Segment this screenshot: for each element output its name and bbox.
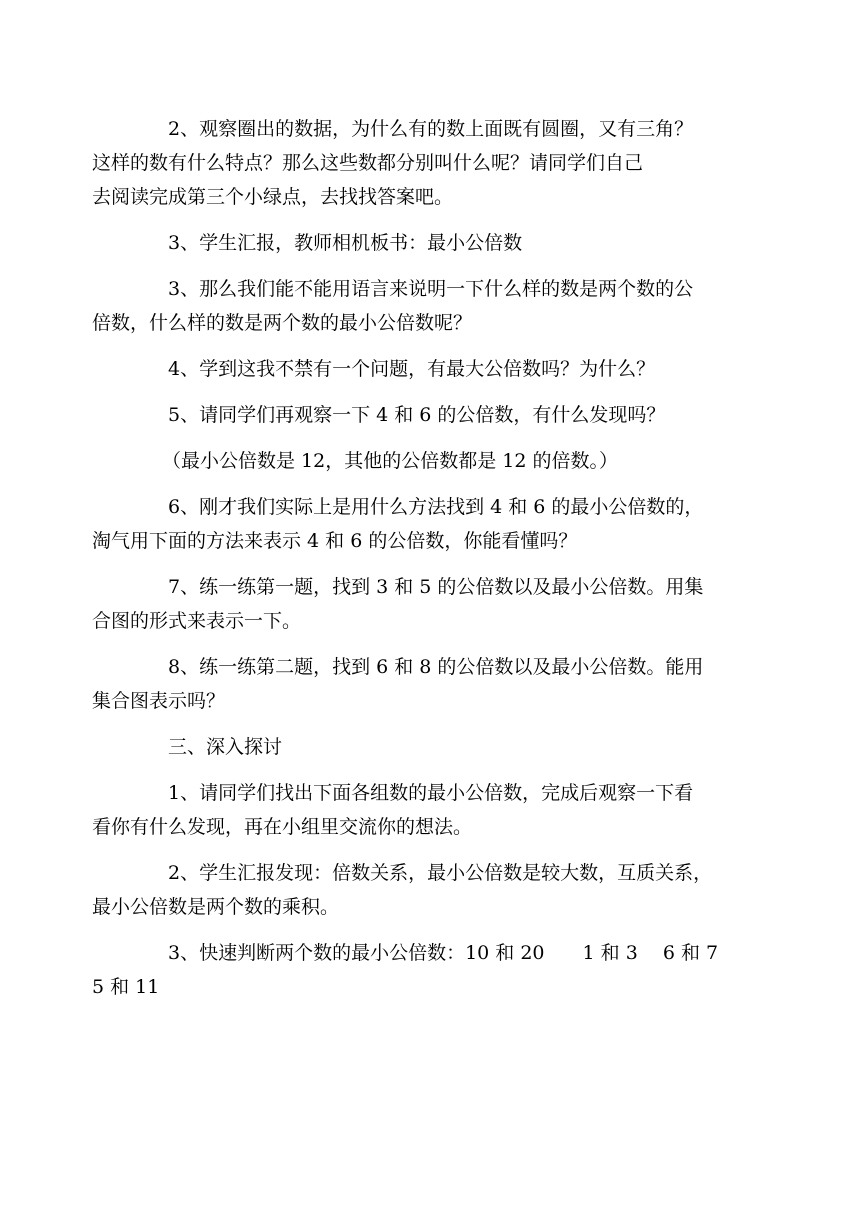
text-line: 3、快速判断两个数的最小公倍数：10 和 20 1 和 3 6 和 7 [168, 942, 719, 964]
text-line: 集合图表示吗？ [92, 690, 226, 712]
paragraph-3-report [130, 226, 730, 260]
text-line: 这样的数有什么特点？那么这些数都分别叫什么呢？请同学们自己 [92, 152, 644, 174]
text-line: 淘气用下面的方法来表示 4 和 6 的公倍数，你能看懂吗？ [92, 530, 578, 552]
paragraph-3-language [92, 272, 730, 340]
text-line: 1、请同学们找出下面各组数的最小公倍数，完成后观察一下看 [168, 782, 694, 804]
text-line: 2、观察圈出的数据，为什么有的数上面既有圆圈，又有三角？ [168, 118, 694, 140]
text-line: 5、请同学们再观察一下 4 和 6 的公倍数，有什么发现吗？ [168, 404, 666, 426]
text-line: 倍数，什么样的数是两个数的最小公倍数呢？ [92, 312, 473, 334]
text-line: 3、那么我们能不能用语言来说明一下什么样的数是两个数的公 [168, 278, 694, 300]
paragraph-1-explore [92, 776, 730, 844]
text-line: 去阅读完成第三个小绿点，去找找答案吧。 [92, 186, 454, 208]
text-line: 4、学到这我不禁有一个问题，有最大公倍数吗？为什么？ [168, 358, 656, 380]
text-line: 3、学生汇报，教师相机板书：最小公倍数 [168, 232, 523, 254]
text-line: 6、刚才我们实际上是用什么方法找到 4 和 6 的最小公倍数的， [168, 496, 704, 518]
paragraph-2-observe [92, 112, 730, 214]
paragraph-2-findings [92, 856, 730, 924]
paragraph-7-practice [92, 570, 730, 638]
text-line: 三、深入探讨 [168, 736, 283, 758]
section-heading [130, 730, 730, 764]
text-line: 看你有什么发现，再在小组里交流你的想法。 [92, 816, 473, 838]
text-line: 7、练一练第一题，找到 3 和 5 的公倍数以及最小公倍数。用集 [168, 576, 704, 598]
paragraph-8-practice [92, 650, 730, 718]
paragraph-5-observe [130, 398, 730, 432]
paragraph-3-quick [92, 936, 730, 1004]
paragraph-6-method [92, 490, 730, 558]
document-page [92, 112, 730, 1016]
text-line: 2、学生汇报发现：倍数关系，最小公倍数是较大数，互质关系， [168, 862, 713, 884]
text-line: 合图的形式来表示一下。 [92, 610, 302, 632]
text-line: 8、练一练第二题，找到 6 和 8 的公倍数以及最小公倍数。能用 [168, 656, 704, 678]
text-line: （最小公倍数是 12，其他的公倍数都是 12 的倍数。） [162, 450, 618, 472]
text-line: 5 和 11 [92, 976, 160, 998]
paragraph-note [130, 444, 730, 478]
paragraph-4-question [130, 352, 730, 386]
text-line: 最小公倍数是两个数的乘积。 [92, 896, 340, 918]
